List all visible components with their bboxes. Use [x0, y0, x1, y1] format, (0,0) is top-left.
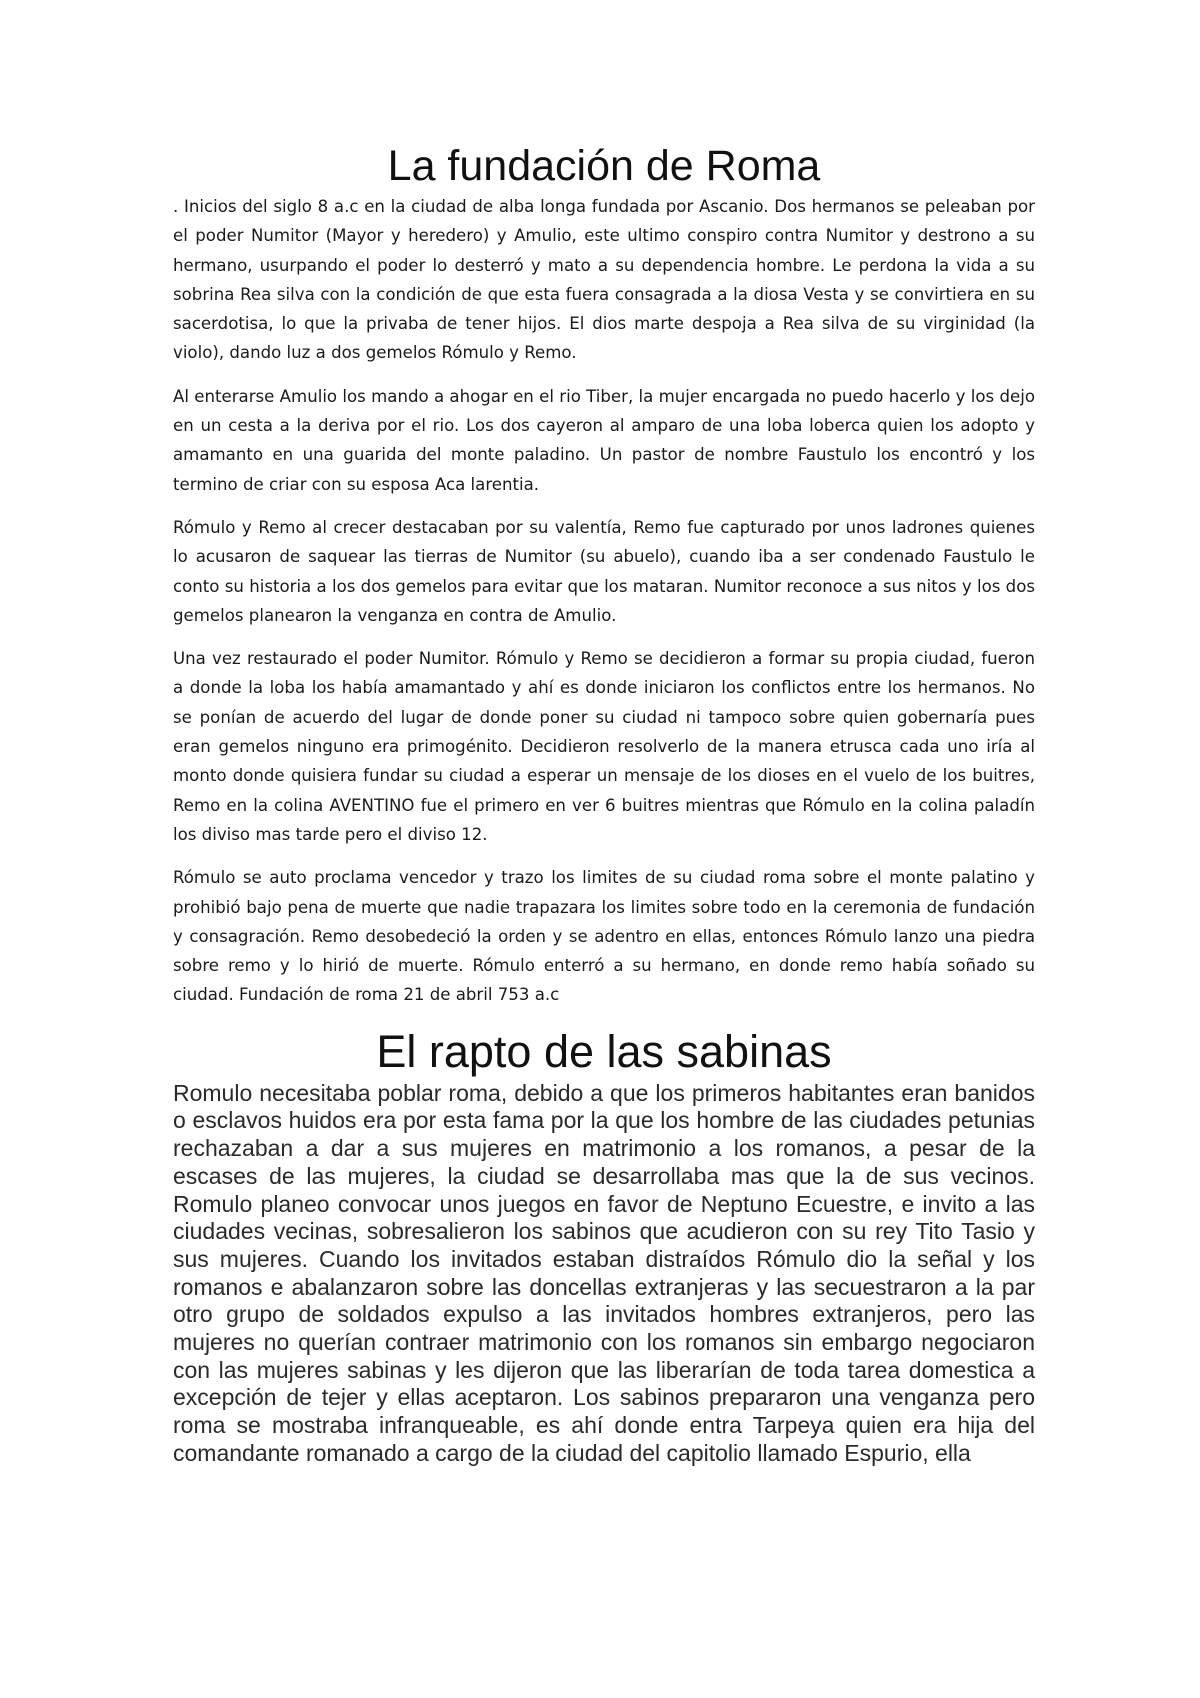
paragraph: . Inicios del siglo 8 a.c en la ciudad de alba longa fundada por Ascanio. Dos hermanos se peleaban por el poder Numitor (Mayor y heredero) y Amulio, este ultimo conspiro contra Numitor y destrono a su hermano, usurpando el poder lo desterró y mato a su dependencia hombre. Le perdona la vida a su sobrina Rea silva con la condición de que esta fuera consagrada a la diosa Vesta y se convirtiera en su sacerdotisa, lo que la privaba de tener hijos. El dios marte despoja a Rea silva de su virginidad (la violo), dando luz a dos gemelos Rómulo y Remo.: [173, 197, 1035, 363]
paragraph: Rómulo se auto proclama vencedor y trazo los limites de su ciudad roma sobre el monte palatino y prohibió bajo pena de muerte que nadie trapazara los limites sobre todo en la ceremonia de fundación y consagración. Remo desobedeció la orden y se adentro en ellas, entonces Rómulo lanzo una piedra sobre remo y lo hirió de muerte. Rómulo enterró a su hermano, en donde remo había soñado su ciudad. Fundación de roma 21 de abril 753 a.c: [173, 868, 1035, 1005]
paragraph: Rómulo y Remo al crecer destacaban por su valentía, Remo fue capturado por unos ladrones quienes lo acusaron de saquear las tierras de Numitor (su abuelo), cuando iba a ser condenado Faustulo le conto su historia a los dos gemelos para evitar que los mataran. Numitor reconoce a sus nitos y los dos gemelos planearon la venganza en contra de Amulio.: [173, 517, 1035, 625]
paragraph: Al enterarse Amulio los mando a ahogar en el rio Tiber, la mujer encargada no puedo hacerlo y los dejo en un cesta a la deriva por el rio. Los dos cayeron al amparo de una loba loberca quien los adopto y amamanto en una guarida del monte paladino. Un pastor de nombre Faustulo los encontró y los termino de criar con su esposa Aca larentia.: [173, 386, 1035, 494]
section-title: El rapto de las sabinas: [376, 1025, 832, 1077]
paragraph: Una vez restaurado el poder Numitor. Rómulo y Remo se decidieron a formar su propia ciudad, fueron a donde la loba los había amamantado y ahí es donde iniciaron los conflictos entre los hermanos. No se ponían de acuerdo del lugar de donde poner su ciudad ni tampoco sobre quien gobernaría pues eran gemelos ninguno era primogénito. Decidieron resolverlo de la manera etrusca cada uno iría al monto donde quisiera fundar su ciudad a esperar un mensaje de los dioses en el vuelo de los buitres, Remo en la colina AVENTINO fue el primero en ver 6 buitres mientras que Rómulo en la colina paladín los diviso mas tarde pero el diviso 12.: [173, 649, 1035, 844]
page-title: La fundación de Roma: [387, 142, 821, 190]
paragraph-sabinas: Romulo necesitaba poblar roma, debido a que los primeros habitantes eran banidos o esclavos huidos era por esta fama por la que los hombre de las ciudades petunias rechazaban a dar a sus mujeres en matrimonio a los romanos, a pesar de la escases de las mujeres, la ciudad se desarrollaba mas que la de sus vecinos. Romulo planeo convocar unos juegos en favor de Neptuno Ecuestre, e invito a las ciudades vecinas, sobresalieron los sabinos que acudieron con su rey Tito Tasio y sus mujeres. Cuando los invitados estaban distraídos Rómulo dio la señal y los romanos e abalanzaron sobre las doncellas extranjeras y las secuestraron a la par otro grupo de soldados expulso a las invitados hombres extranjeros, pero las mujeres no querían contraer matrimonio con los romanos sin embargo negociaron con las mujeres sabinas y les dijeron que las liberarían de toda tarea domestica a excepción de tejer y ellas aceptaron. Los sabinos prepararon una venganza pero roma se mostraba infranqueable, es ahí donde entra Tarpeya quien era hija del comandante romanado a cargo de la ciudad del capitolio llamado Espurio, ella: [173, 1079, 1035, 1466]
section-fundacion: [173, 192, 1035, 1010]
document-content: [173, 140, 1035, 1468]
